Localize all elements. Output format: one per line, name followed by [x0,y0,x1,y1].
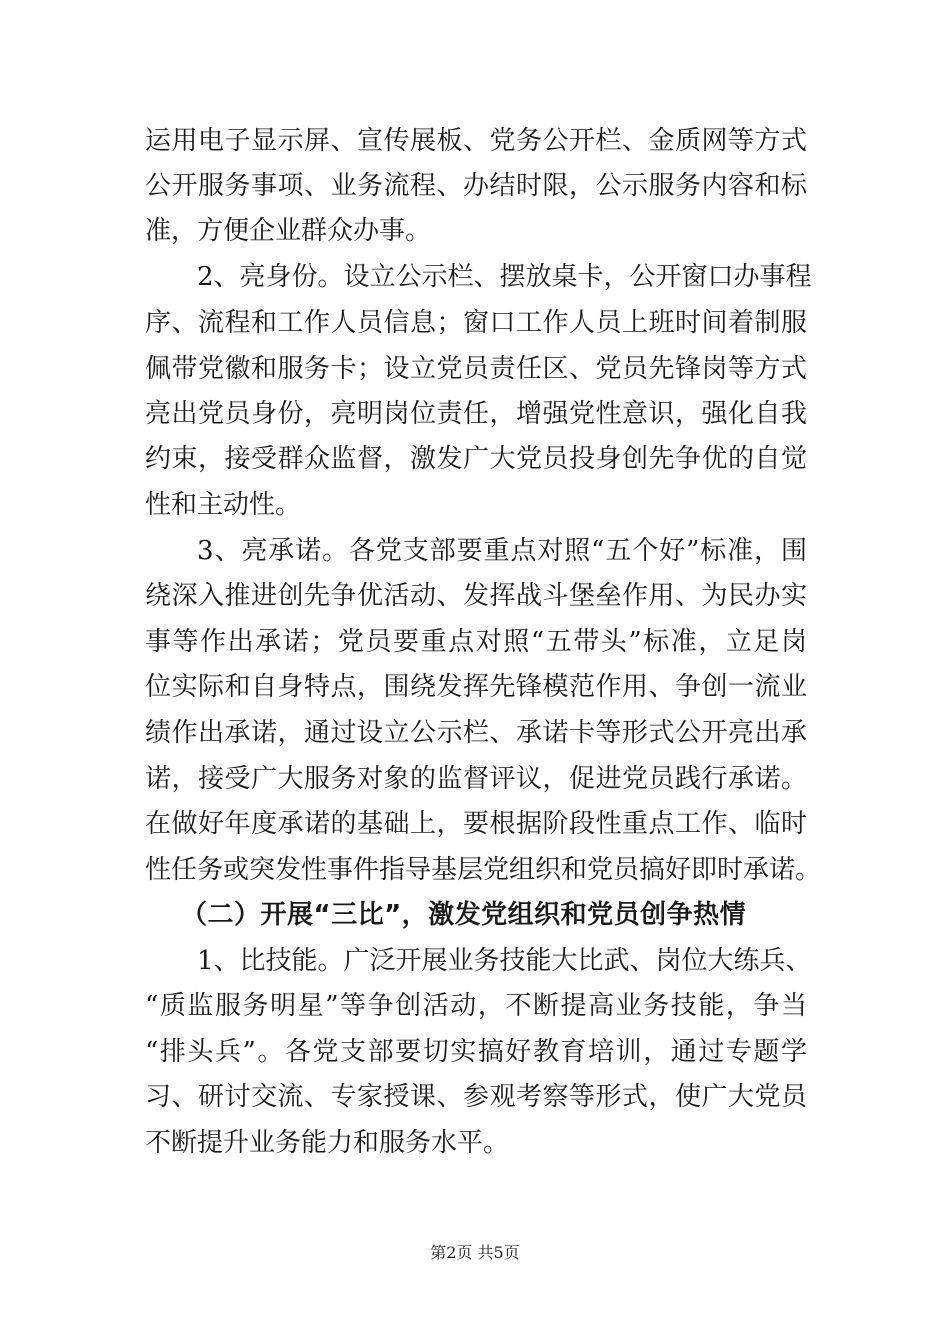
paragraph-line: “排头兵”。各党支部要切实搞好教育培训，通过专题学 [145,1037,807,1067]
paragraph-line: 2、亮身份。设立公示栏、摆放桌卡，公开窗口办事程 [197,262,812,292]
paragraph-line: 绕深入推进创先争优活动、发挥战斗堡垒作用、为民办实 [145,581,807,611]
paragraph-line: 准，方便企业群众办事。 [145,216,432,246]
paragraph-line: 公开服务事项、业务流程、办结时限，公示服务内容和标 [145,171,807,201]
paragraph-line: 习、研讨交流、专家授课、参观考察等形式，使广大党员 [145,1082,807,1112]
page-number: 第2页 共5页 [430,1243,520,1262]
paragraph-line: 约束，接受群众监督，激发广大党员投身创先争优的自觉 [145,444,807,474]
paragraph-line: 不断提升业务能力和服务水平。 [145,1128,510,1158]
paragraph-line: 绩作出承诺，通过设立公示栏、承诺卡等形式公开亮出承 [145,718,807,748]
paragraph-line: 性和主动性。 [145,490,302,520]
paragraph-line: 运用电子显示屏、宣传展板、党务公开栏、金质网等方式 [145,126,807,156]
paragraph-line: 3、亮承诺。各党支部要重点对照“五个好”标准，围 [197,536,807,566]
paragraph-line: 佩带党徽和服务卡；设立党员责任区、党员先锋岗等方式 [145,354,807,384]
paragraph-line: 性任务或突发性事件指导基层党组织和党员搞好即时承诺。 [145,855,822,885]
paragraph-line: 位实际和自身特点，围绕发挥先锋模范作用、争创一流业 [145,672,807,702]
paragraph-line: 序、流程和工作人员信息；窗口工作人员上班时间着制服 [145,308,807,338]
paragraph-line: 亮出党员身份，亮明岗位责任，增强党性意识，强化自我 [145,399,807,429]
paragraph-line: 1、比技能。广泛开展业务技能大比武、岗位大练兵、 [197,946,812,976]
paragraph-line: 在做好年度承诺的基础上，要根据阶段性重点工作、临时 [145,809,807,839]
paragraph-line: 事等作出承诺；党员要重点对照“五带头”标准，立足岗 [145,627,807,657]
paragraph-line: 诺，接受广大服务对象的监督评议，促进党员践行承诺。 [145,764,807,794]
paragraph-line: “质监服务明星”等争创活动，不断提高业务技能，争当 [145,991,807,1021]
section-heading: （二）开展“三比”，激发党组织和党员创争热情 [181,900,747,930]
